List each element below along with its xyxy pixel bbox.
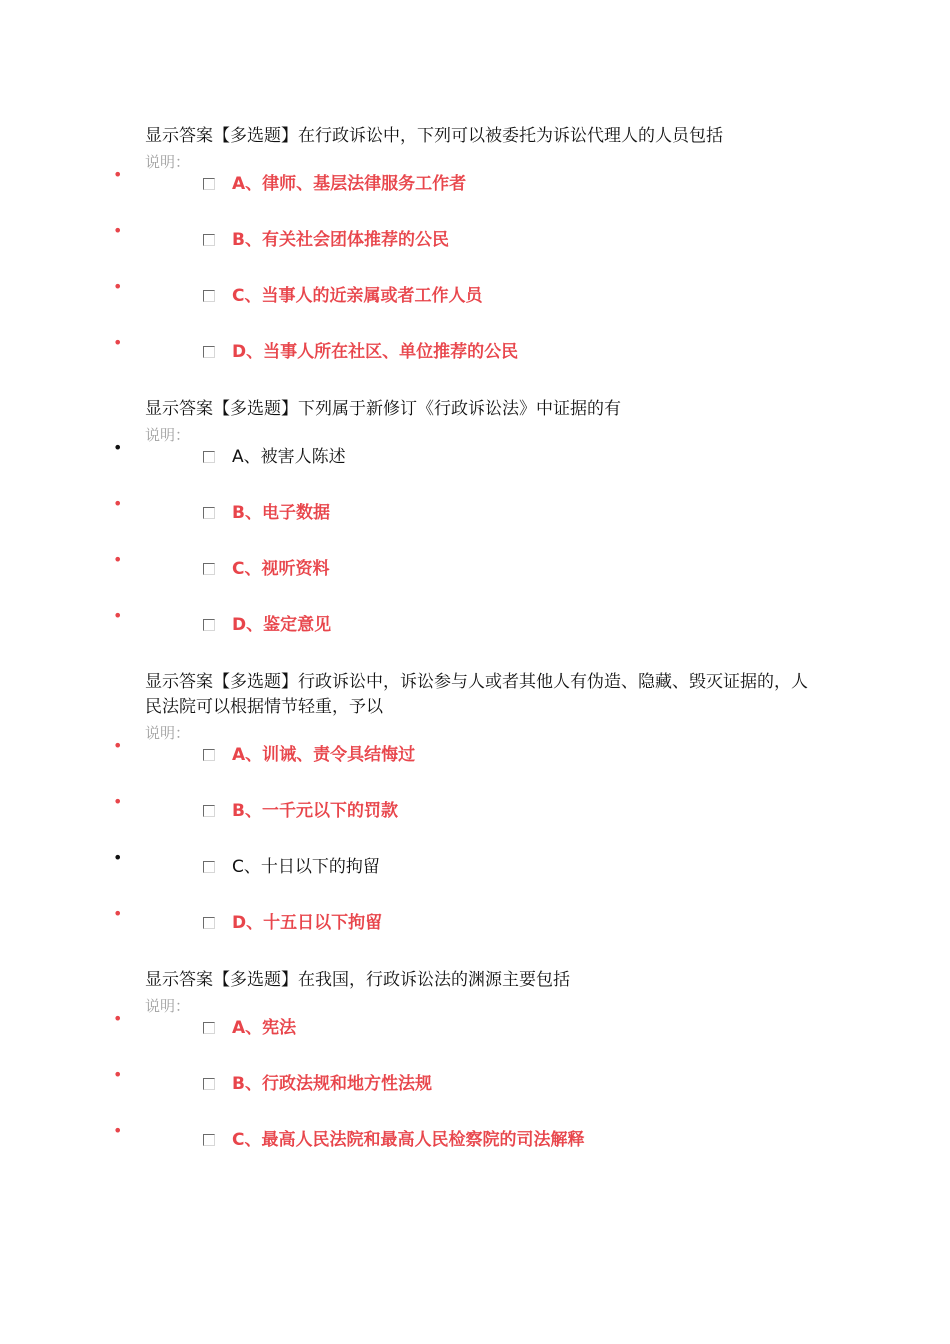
bullet-icon: •	[113, 792, 123, 811]
option-label: B、电子数据	[232, 503, 330, 523]
bullet-icon: •	[113, 848, 123, 867]
question-note: 说明：	[145, 724, 191, 742]
option-label: B、行政法规和地方性法规	[232, 1074, 432, 1094]
option-checkbox[interactable]	[203, 563, 215, 575]
option-a	[0, 438, 950, 470]
question-note: 说明：	[145, 153, 191, 171]
option-c	[0, 277, 950, 309]
option-b	[0, 494, 950, 526]
option-checkbox[interactable]	[203, 805, 215, 817]
option-checkbox[interactable]	[203, 749, 215, 761]
bullet-icon: •	[113, 736, 123, 755]
option-c	[0, 1121, 950, 1153]
option-checkbox[interactable]	[203, 619, 215, 631]
bullet-icon: •	[113, 333, 123, 352]
option-checkbox[interactable]	[203, 1078, 215, 1090]
option-checkbox[interactable]	[203, 451, 215, 463]
question-title: 显示答案【多选题】在我国，行政诉讼法的渊源主要包括	[145, 970, 570, 990]
option-checkbox[interactable]	[203, 178, 215, 190]
question-title: 显示答案【多选题】下列属于新修订《行政诉讼法》中证据的有	[145, 399, 621, 419]
bullet-icon: •	[113, 277, 123, 296]
question-note: 说明：	[145, 426, 191, 444]
option-label: A、训诫、责令具结悔过	[232, 745, 416, 765]
option-checkbox[interactable]	[203, 1022, 215, 1034]
option-label: C、视听资料	[232, 559, 330, 579]
option-checkbox[interactable]	[203, 861, 215, 873]
bullet-icon: •	[113, 606, 123, 625]
option-a	[0, 1009, 950, 1041]
option-b	[0, 1065, 950, 1097]
option-checkbox[interactable]	[203, 346, 215, 358]
option-a	[0, 165, 950, 197]
option-label: C、十日以下的拘留	[232, 857, 380, 877]
option-checkbox[interactable]	[203, 917, 215, 929]
option-label: A、宪法	[232, 1018, 297, 1038]
option-d	[0, 606, 950, 638]
bullet-icon: •	[113, 438, 123, 457]
option-label: D、十五日以下拘留	[232, 913, 383, 933]
bullet-icon: •	[113, 494, 123, 513]
bullet-icon: •	[113, 904, 123, 923]
option-label: B、有关社会团体推荐的公民	[232, 230, 449, 250]
option-c	[0, 848, 950, 880]
bullet-icon: •	[113, 165, 123, 184]
bullet-icon: •	[113, 1009, 123, 1028]
option-checkbox[interactable]	[203, 290, 215, 302]
bullet-icon: •	[113, 221, 123, 240]
option-d	[0, 904, 950, 936]
option-label: D、当事人所在社区、单位推荐的公民	[232, 342, 519, 362]
bullet-icon: •	[113, 1121, 123, 1140]
question-title: 显示答案【多选题】在行政诉讼中，下列可以被委托为诉讼代理人的人员包括	[145, 126, 723, 146]
option-label: B、一千元以下的罚款	[232, 801, 398, 821]
question-title: 显示答案【多选题】行政诉讼中，诉讼参与人或者其他人有伪造、隐藏、毁灭证据的，人民法院可以根据情节轻重，予以	[145, 672, 808, 717]
option-checkbox[interactable]	[203, 234, 215, 246]
option-checkbox[interactable]	[203, 1134, 215, 1146]
option-label: C、最高人民法院和最高人民检察院的司法解释	[232, 1130, 585, 1150]
option-label: D、鉴定意见	[232, 615, 332, 635]
question-note: 说明：	[145, 997, 191, 1015]
bullet-icon: •	[113, 1065, 123, 1084]
bullet-icon: •	[113, 550, 123, 569]
option-label: C、当事人的近亲属或者工作人员	[232, 286, 483, 306]
option-label: A、律师、基层法律服务工作者	[232, 174, 467, 194]
option-d	[0, 333, 950, 365]
option-label: A、被害人陈述	[232, 447, 346, 467]
option-b	[0, 792, 950, 824]
option-b	[0, 221, 950, 253]
option-checkbox[interactable]	[203, 507, 215, 519]
option-a	[0, 736, 950, 768]
option-c	[0, 550, 950, 582]
